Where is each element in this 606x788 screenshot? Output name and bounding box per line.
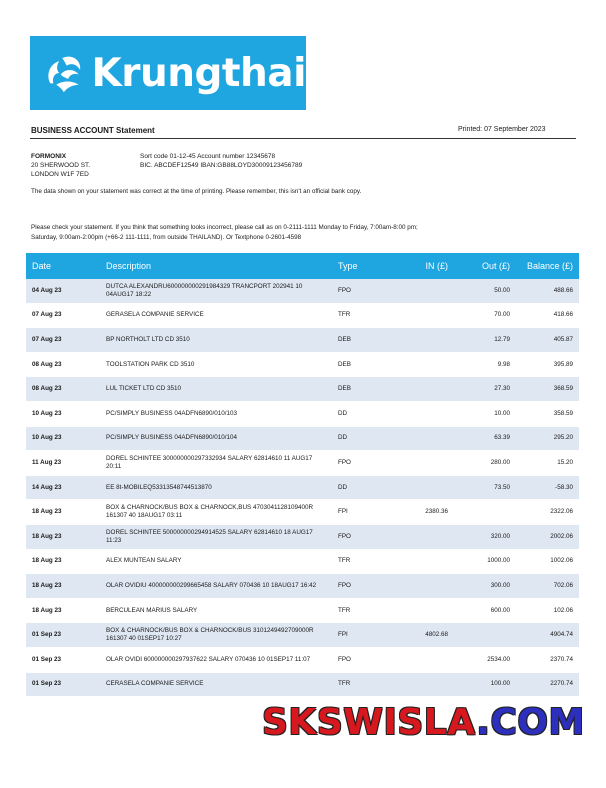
cell-date: 11 Aug 23: [26, 451, 100, 476]
cell-type: FPO: [332, 451, 392, 476]
address-line-1: 20 SHERWOOD ST.: [31, 162, 91, 169]
cell-in: [392, 426, 454, 451]
table-row: [26, 426, 579, 451]
cell-description: TOOLSTATION PARK CD 3510: [100, 352, 332, 377]
cell-date: 18 Aug 23: [26, 574, 100, 599]
col-header-date: Date: [26, 253, 100, 279]
table-row: [26, 574, 579, 599]
cell-balance: 4904.74: [516, 623, 579, 648]
cell-balance: 1002.06: [516, 549, 579, 574]
cell-date: 18 Aug 23: [26, 598, 100, 623]
cell-in: [392, 401, 454, 426]
watermark: [262, 702, 585, 743]
col-header-type: Type: [332, 253, 392, 279]
col-header-description: Description: [100, 253, 332, 279]
cell-in: [392, 598, 454, 623]
account-line-1: Sort code 01-12-45 Account number 12345678: [140, 153, 276, 160]
cell-description: OLAR OVIDIU 400000000299665458 SALARY 070436 10 18AUG17 16:42: [100, 574, 332, 599]
disclaimer-note: The data shown on your statement was correct at the time of printing. Please remember, this isn't an official bank copy.: [31, 188, 362, 195]
account-details: [140, 152, 302, 170]
cell-type: FPO: [332, 524, 392, 549]
cell-out: 1000.00: [454, 549, 516, 574]
cell-in: [392, 352, 454, 377]
table-row: [26, 303, 579, 328]
cell-balance: 102.06: [516, 598, 579, 623]
cell-in: 4802.68: [392, 623, 454, 648]
cell-in: [392, 574, 454, 599]
cell-type: DD: [332, 401, 392, 426]
cell-date: 10 Aug 23: [26, 426, 100, 451]
cell-in: [392, 672, 454, 697]
table-row: [26, 475, 579, 500]
cell-description: GERASELA COMPANIE SERVICE: [100, 303, 332, 328]
bank-name: Krungthai: [91, 50, 306, 96]
cell-date: 08 Aug 23: [26, 352, 100, 377]
cell-out: 70.00: [454, 303, 516, 328]
table-row: [26, 623, 579, 648]
cell-balance: 395.89: [516, 352, 579, 377]
account-line-2: BIC. ABCDEF12549 IBAN:GB88LOYD30009123456789: [140, 162, 303, 169]
cell-date: 18 Aug 23: [26, 524, 100, 549]
cell-out: 2534.00: [454, 647, 516, 672]
cell-in: 2380.36: [392, 500, 454, 525]
cell-in: [392, 451, 454, 476]
cell-description: BOX & CHARNOCK/BUS BOX & CHARNOCK/BUS 3101249492709000R 161307 40 01SEP17 10:27: [100, 623, 332, 648]
table-header-row: [26, 253, 579, 279]
cell-balance: 2322.06: [516, 500, 579, 525]
table-row: [26, 524, 579, 549]
watermark-name: SKSWISLA: [262, 702, 477, 743]
table-row: [26, 672, 579, 697]
cell-date: 01 Sep 23: [26, 647, 100, 672]
cell-out: 63.39: [454, 426, 516, 451]
cell-out: 100.00: [454, 672, 516, 697]
cell-out: 320.00: [454, 524, 516, 549]
cell-balance: 488.66: [516, 279, 579, 303]
table-row: [26, 401, 579, 426]
cell-description: EE 8t-MOBILEQ53313548744513870: [100, 475, 332, 500]
cell-description: PC/SIMPLY BUSINESS 04ADFN6890/010/104: [100, 426, 332, 451]
customer-name: FORMONIX: [31, 153, 67, 160]
col-header-balance: Balance (£): [516, 253, 579, 279]
transactions-table: [26, 253, 579, 697]
cell-balance: 15.20: [516, 451, 579, 476]
cell-type: DD: [332, 475, 392, 500]
cell-type: DEB: [332, 377, 392, 402]
cell-date: 01 Sep 23: [26, 623, 100, 648]
cell-out: 10.00: [454, 401, 516, 426]
table-row: [26, 377, 579, 402]
cell-in: [392, 524, 454, 549]
table-row: [26, 279, 579, 303]
watermark-domain: .COM: [476, 702, 585, 743]
cell-date: 01 Sep 23: [26, 672, 100, 697]
printed-date: Printed: 07 September 2023: [458, 126, 546, 133]
cell-balance: -58.30: [516, 475, 579, 500]
customer-address: [31, 152, 90, 179]
cell-out: [454, 623, 516, 648]
cell-description: DOREL SCHINTEE 300000000297332934 SALARY 62814610 11 AUG17 20:11: [100, 451, 332, 476]
table-row: [26, 647, 579, 672]
cell-in: [392, 475, 454, 500]
cell-date: 18 Aug 23: [26, 549, 100, 574]
header-divider: [30, 138, 576, 139]
cell-balance: 2370.74: [516, 647, 579, 672]
cell-description: LUL TICKET LTD CD 3510: [100, 377, 332, 402]
cell-date: 14 Aug 23: [26, 475, 100, 500]
cell-out: 50.00: [454, 279, 516, 303]
cell-description: BOX & CHARNOCK/BUS BOX & CHARNOCK,BUS 4703041128109400R 161307 40 18AUG17 03:11: [100, 500, 332, 525]
cell-description: DOREL SCHINTEE 500000000294914525 SALARY 62814610 18 AUG17 11:23: [100, 524, 332, 549]
cell-date: 04 Aug 23: [26, 279, 100, 303]
table-row: [26, 451, 579, 476]
cell-type: FPO: [332, 647, 392, 672]
cell-description: CERASELA COMPANIE SERVICE: [100, 672, 332, 697]
cell-description: BP NORTHOLT LTD CD 3510: [100, 328, 332, 353]
col-header-in: IN (£): [392, 253, 454, 279]
cell-out: 73.50: [454, 475, 516, 500]
cell-type: DEB: [332, 352, 392, 377]
cell-balance: 405.87: [516, 328, 579, 353]
bank-logo: [30, 36, 306, 110]
table-row: [26, 598, 579, 623]
cell-date: 18 Aug 23: [26, 500, 100, 525]
table-row: [26, 328, 579, 353]
table-row: [26, 549, 579, 574]
cell-type: TFR: [332, 303, 392, 328]
cell-date: 07 Aug 23: [26, 303, 100, 328]
cell-balance: 2270.74: [516, 672, 579, 697]
cell-balance: 702.06: [516, 574, 579, 599]
cell-description: ALEX MUNTEAN SALARY: [100, 549, 332, 574]
cell-date: 07 Aug 23: [26, 328, 100, 353]
cell-in: [392, 303, 454, 328]
cell-out: 280.00: [454, 451, 516, 476]
cell-in: [392, 328, 454, 353]
col-header-out: Out (£): [454, 253, 516, 279]
cell-in: [392, 279, 454, 303]
cell-in: [392, 549, 454, 574]
cell-balance: 418.66: [516, 303, 579, 328]
cell-out: [454, 500, 516, 525]
cell-type: TFR: [332, 598, 392, 623]
cell-out: 12.79: [454, 328, 516, 353]
cell-description: OLAR OVIDI 600000000297937622 SALARY 070436 10 01SEP17 11:07: [100, 647, 332, 672]
cell-description: PC/SIMPLY BUSINESS 04ADFN6890/010/103: [100, 401, 332, 426]
cell-type: FPI: [332, 500, 392, 525]
cell-out: 9.98: [454, 352, 516, 377]
cell-type: TFR: [332, 672, 392, 697]
cell-date: 10 Aug 23: [26, 401, 100, 426]
cell-type: FPI: [332, 623, 392, 648]
cell-out: 300.00: [454, 574, 516, 599]
cell-description: BERCULEAN MARIUS SALARY: [100, 598, 332, 623]
cell-out: 600.00: [454, 598, 516, 623]
cell-balance: 295.20: [516, 426, 579, 451]
cell-balance: 2002.06: [516, 524, 579, 549]
cell-type: FPO: [332, 279, 392, 303]
krungthai-bird-emblem-icon: [40, 43, 88, 103]
cell-in: [392, 647, 454, 672]
cell-out: 27.30: [454, 377, 516, 402]
cell-type: DD: [332, 426, 392, 451]
table-row: [26, 352, 579, 377]
cell-balance: 368.59: [516, 377, 579, 402]
cell-balance: 358.59: [516, 401, 579, 426]
cell-date: 08 Aug 23: [26, 377, 100, 402]
cell-in: [392, 377, 454, 402]
address-line-2: LONDON W1F 7ED: [31, 171, 89, 178]
statement-title: BUSINESS ACCOUNT Statement: [31, 126, 155, 135]
table-row: [26, 500, 579, 525]
cell-type: FPO: [332, 574, 392, 599]
cell-type: DEB: [332, 328, 392, 353]
contact-note: Please check your statement. If you think that something looks incorrect, please call as on 0-2111-1111 Monday to Friday, 7:00am-8:00 pm; Saturday, 9:00am-2:00pm (+66-2 111-1111, from outside THAILAND). Or Textphone 0-2601-4598: [31, 224, 418, 241]
cell-description: DUTCA ALEXANDRU600000000291984329 TRANCPORT 202941 10 04AUG17 18:22: [100, 279, 332, 303]
cell-type: TFR: [332, 549, 392, 574]
